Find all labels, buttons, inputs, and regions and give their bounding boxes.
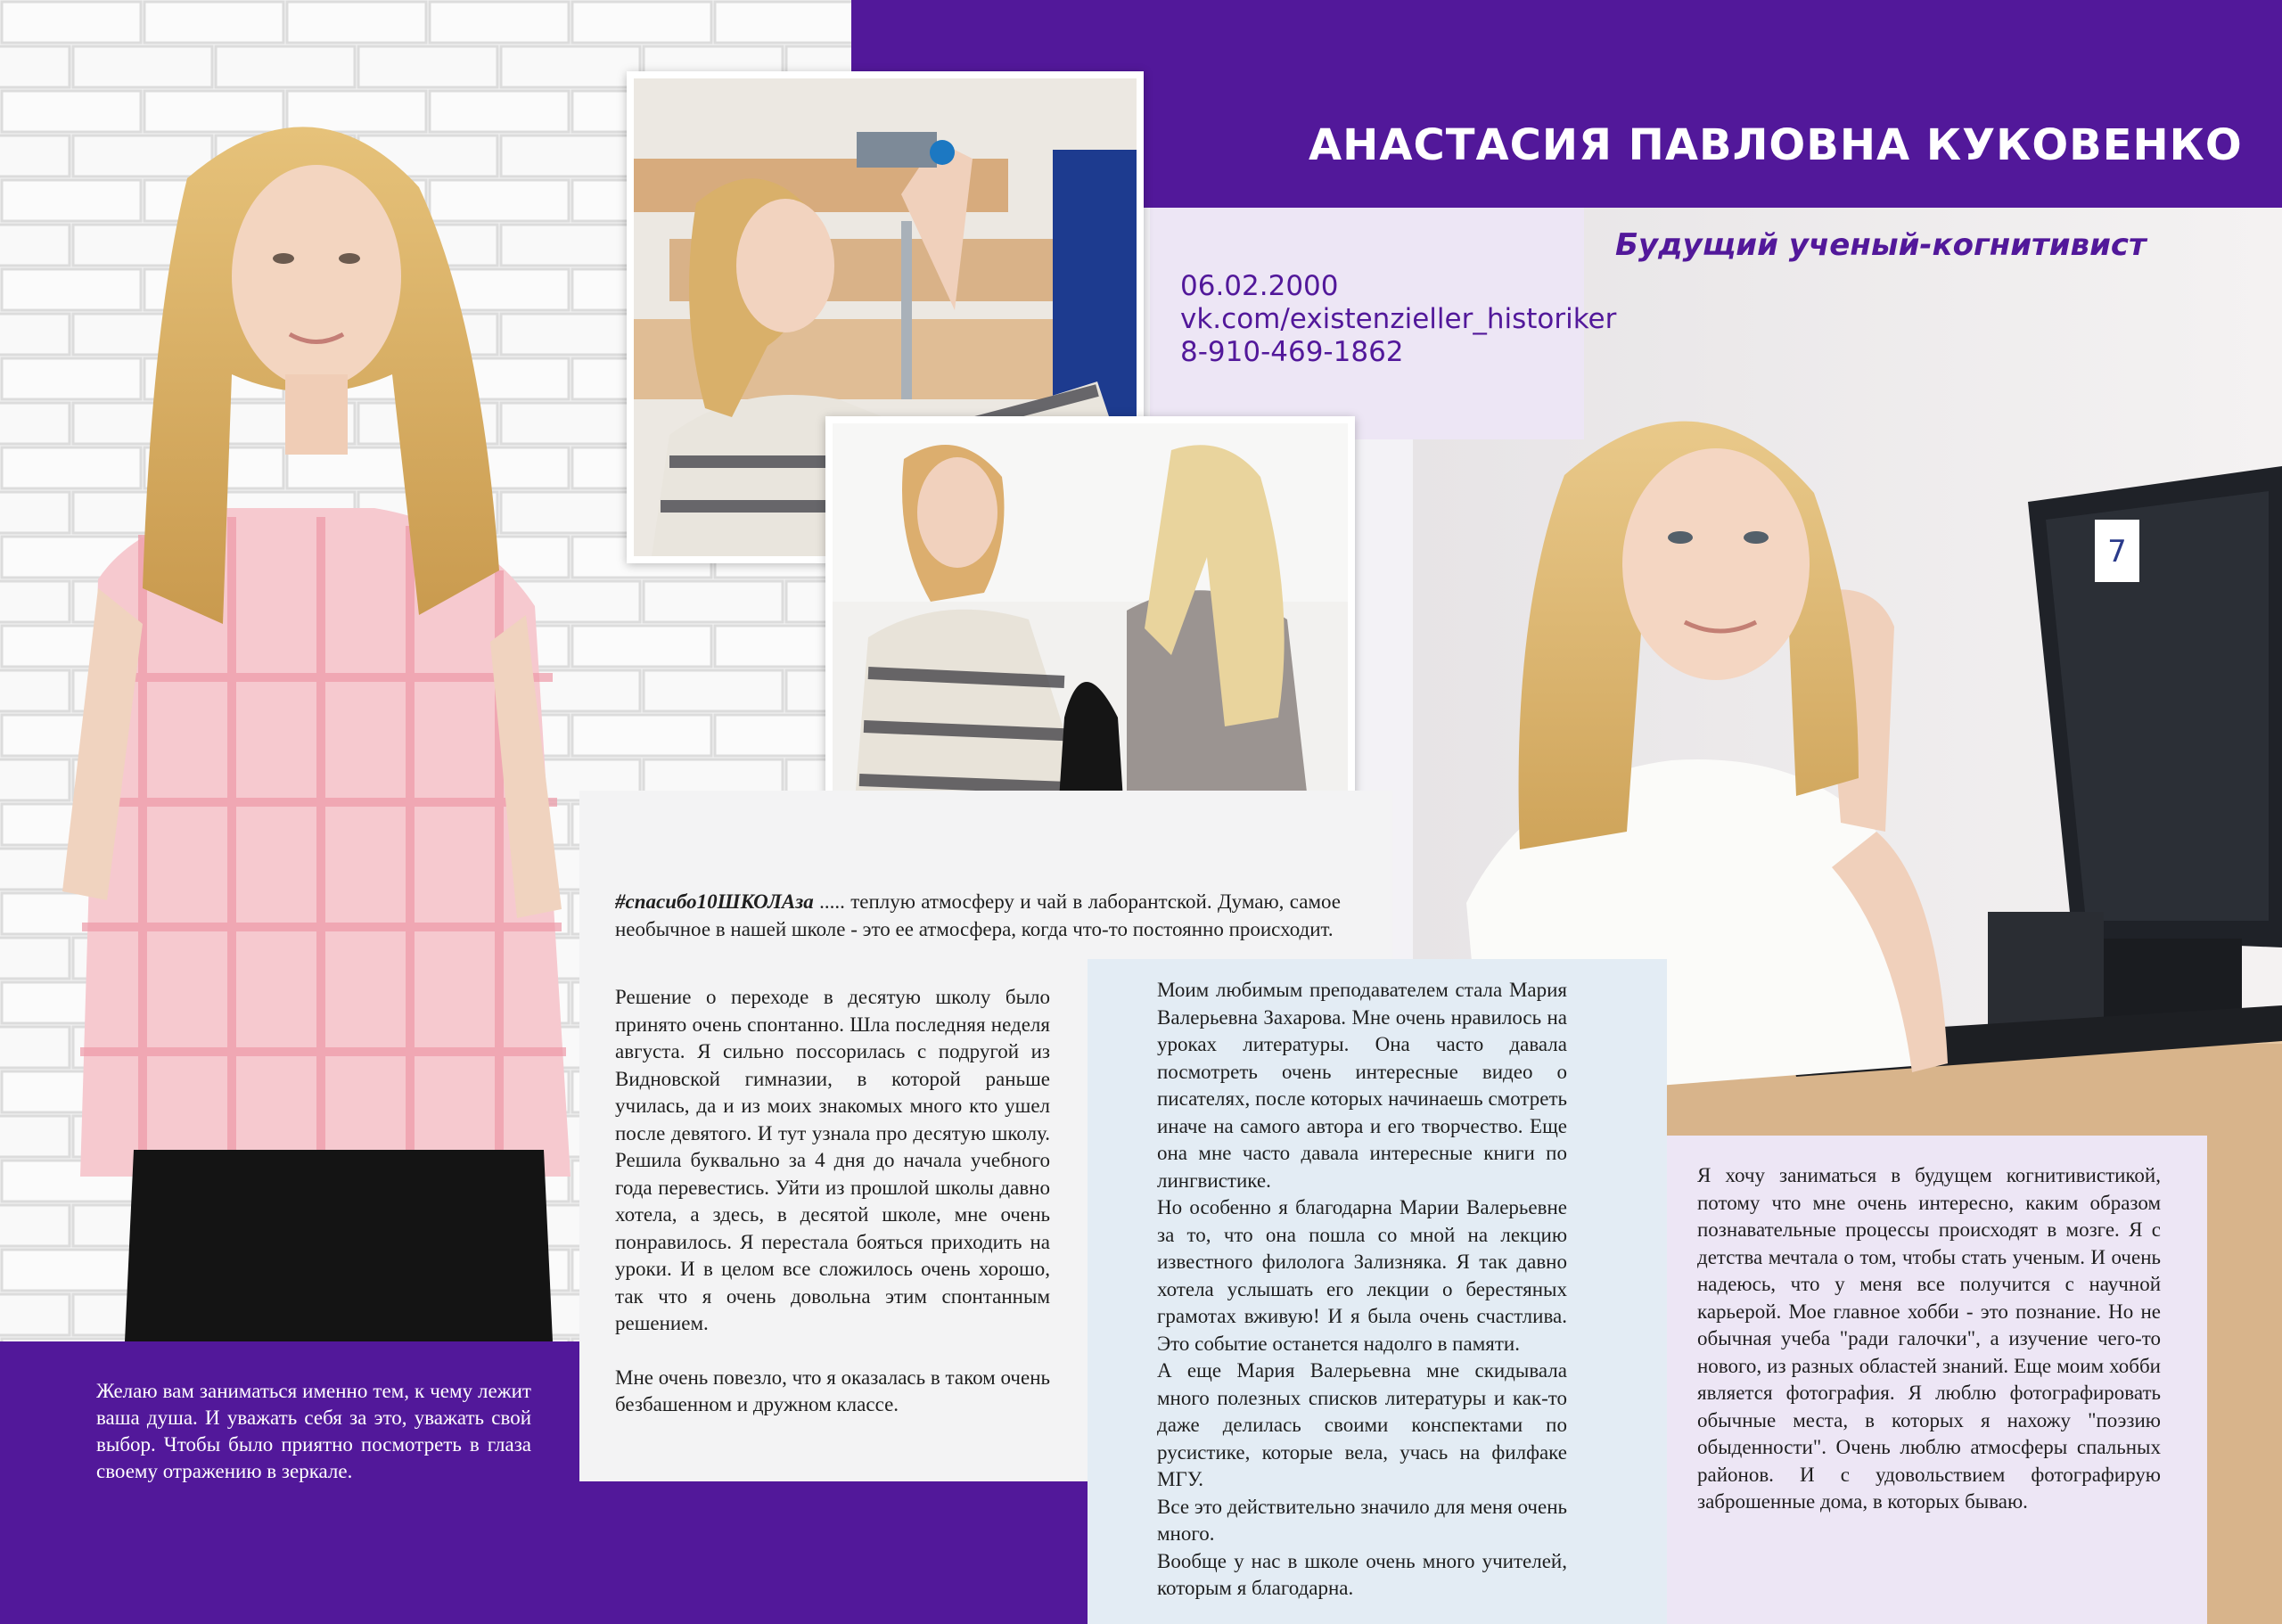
- school-story-intro: [615, 889, 1341, 943]
- teacher-story-para-1: Моим любимым преподавателем стала Мария Валерьевна Захарова. Мне очень нравилось на уроках литературы. Она часто давала посмотреть очень интересные видео о писателях, после которых начинаешь смотреть иначе на самого автора и его творчество. Еще она мне часто давала интересные книги по лингвистике.: [1157, 979, 1567, 1192]
- page-title: АНАСТАСИЯ ПАВЛОВНА КУКОВЕНКО: [1309, 120, 2243, 170]
- hashtag: #спасибо10ШКОЛАза: [615, 890, 814, 913]
- intro-text: ..... теплую атмосферу и чай в лаборантской. Думаю, самое необычное в нашей школе - это ее атмосфера, когда что-то постоянно происходит.: [615, 890, 1341, 940]
- teacher-story-box: [1088, 959, 1667, 1624]
- page-subtitle: Будущий ученый-когнитивист: [1615, 227, 2147, 263]
- vk-link[interactable]: vk.com/existenzieller_historiker: [1180, 303, 1617, 335]
- teacher-story-para-3: А еще Мария Валерьевна мне скидывала много полезных списков литературы и как-то даже делилась своими конспектами по русистике, которые вела, учась на филфаке МГУ.: [1157, 1359, 1567, 1490]
- teacher-story-para-4: Все это действительно значило для меня очень много.: [1157, 1495, 1567, 1545]
- teacher-story-para-5: Вообще у нас в школе очень много учителей, которым я благодарна.: [1157, 1549, 1567, 1599]
- contacts-box: [1150, 208, 1617, 439]
- teacher-story-para-2: Но особенно я благодарна Марии Валерьевне за то, что она пошла со мной на лекцию известного филолога Зализняка. Я так давно хотела услышать его лекции о берестяных грамотах вживую! И я была очень счастлива. Это событие останется надолго в памяти.: [1157, 1196, 1567, 1355]
- school-story-para-1: Решение о переходе в десятую школу было принято очень спонтанно. Шла последняя неделя августа. Я сильно поссорилась с подругой из Видновской гимназии, в которой раньше училась, да и из моих знакомых много кто ушел после девятого. И тут узнала про десятую школу. Решила буквально за 4 дня до начала учебного года перевестись. Уйти из прошлой школы давно хотела, а здесь, в десятой школе, мне очень понравилось. Я перестала бояться приходить на уроки. И в целом все сложилось очень хорошо, так что я очень довольна этим спонтанным решением.: [615, 986, 1050, 1334]
- school-story-para-2: Мне очень повезло, что я оказалась в таком очень безбашенном и дружном классе.: [615, 1366, 1050, 1415]
- future-text: Я хочу заниматься в будущем когнитивистикой, потому что мне очень интересно, каким образом познавательные процессы происходят в мозге. Я с детства мечтала о том, чтобы стать ученым. И очень надеюсь, что у меня все получится с научной карьерой. Мое главное хобби - это познание. Но не обычная учеба "ради галочки", а изучение чего-то нового, из разных областей знаний. Еще моим хобби является фотография. Я люблю фотографировать обычные места, в которых я нахожу "поэзию обыденности". Очень люблю атмосферы спальных районов. И с удовольствием фотографирую заброшенные дома, в которых бываю.: [1697, 1164, 2161, 1513]
- wish-text: Желаю вам заниматься именно тем, к чему лежит ваша душа. И уважать себя за это, уважать свой выбор. Чтобы было приятно посмотреть в глаза своему отражению в зеркале.: [96, 1380, 531, 1482]
- school-story-body: [615, 984, 1050, 1419]
- birthdate: 06.02.2000: [1180, 270, 1339, 302]
- phone-number: 8-910-469-1862: [1180, 336, 1404, 368]
- teacher-story-body: [1157, 977, 1567, 1603]
- monitor-number-label: 7: [2107, 534, 2127, 570]
- future-box: [1667, 1136, 2207, 1624]
